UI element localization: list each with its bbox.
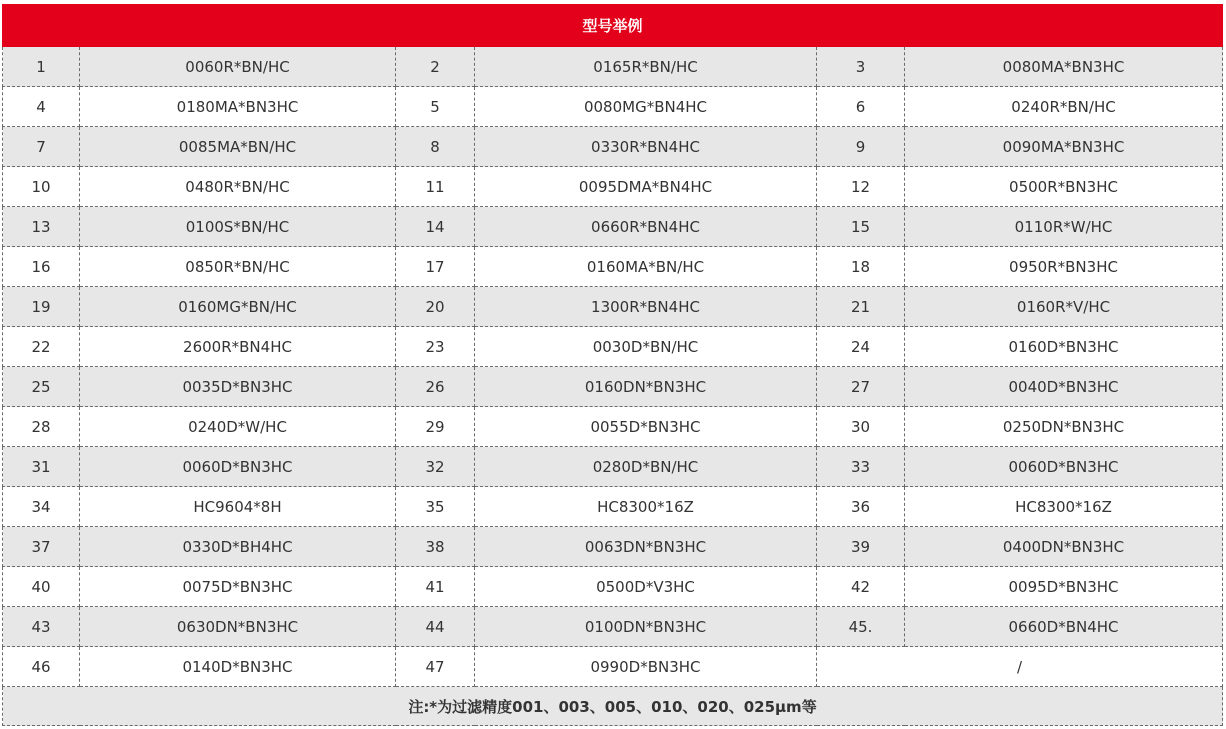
- model-cell: HC9604*8H: [80, 487, 396, 527]
- model-cell: 0330D*BH4HC: [80, 527, 396, 567]
- table-row: [3, 647, 1223, 687]
- index-cell: 13: [3, 207, 80, 247]
- model-cell: 0085MA*BN/HC: [80, 127, 396, 167]
- table-row: [3, 87, 1223, 127]
- table-row: [3, 47, 1223, 87]
- index-cell: 25: [3, 367, 80, 407]
- model-cell: 0850R*BN/HC: [80, 247, 396, 287]
- index-cell: 17: [396, 247, 475, 287]
- model-cell: HC8300*16Z: [905, 487, 1223, 527]
- model-cell: 0160MA*BN/HC: [475, 247, 817, 287]
- model-cell: 0160R*V/HC: [905, 287, 1223, 327]
- index-cell: 41: [396, 567, 475, 607]
- index-cell: 26: [396, 367, 475, 407]
- model-cell: 0080MG*BN4HC: [475, 87, 817, 127]
- model-cell: 0160D*BN3HC: [905, 327, 1223, 367]
- table-row: [3, 367, 1223, 407]
- footnote: 注:*为过滤精度001、003、005、010、020、025μm等: [3, 687, 1223, 726]
- index-cell: 15: [817, 207, 905, 247]
- model-cell: 0500R*BN3HC: [905, 167, 1223, 207]
- index-cell: 24: [817, 327, 905, 367]
- table-row: [3, 247, 1223, 287]
- note-row: [3, 687, 1223, 726]
- index-cell: 36: [817, 487, 905, 527]
- model-cell: 0110R*W/HC: [905, 207, 1223, 247]
- model-cell: 0630DN*BN3HC: [80, 607, 396, 647]
- model-cell: 0080MA*BN3HC: [905, 47, 1223, 87]
- model-cell: 0660R*BN4HC: [475, 207, 817, 247]
- index-cell: 4: [3, 87, 80, 127]
- index-cell: 16: [3, 247, 80, 287]
- model-cell: HC8300*16Z: [475, 487, 817, 527]
- index-cell: 46: [3, 647, 80, 687]
- model-cell: 0500D*V3HC: [475, 567, 817, 607]
- model-cell: 0240D*W/HC: [80, 407, 396, 447]
- index-cell: 35: [396, 487, 475, 527]
- model-cell: 0180MA*BN3HC: [80, 87, 396, 127]
- index-cell: 7: [3, 127, 80, 167]
- model-cell: 2600R*BN4HC: [80, 327, 396, 367]
- model-example-table: [2, 4, 1223, 726]
- model-table-container: [2, 4, 1222, 726]
- index-cell: 6: [817, 87, 905, 127]
- empty-cell: /: [817, 647, 1223, 687]
- table-row: [3, 327, 1223, 367]
- table-body: [3, 47, 1223, 726]
- index-cell: 33: [817, 447, 905, 487]
- model-cell: 0160MG*BN/HC: [80, 287, 396, 327]
- model-cell: 0055D*BN3HC: [475, 407, 817, 447]
- model-cell: 0095D*BN3HC: [905, 567, 1223, 607]
- index-cell: 1: [3, 47, 80, 87]
- table-row: [3, 527, 1223, 567]
- index-cell: 18: [817, 247, 905, 287]
- index-cell: 32: [396, 447, 475, 487]
- table-row: [3, 207, 1223, 247]
- model-cell: 0035D*BN3HC: [80, 367, 396, 407]
- model-cell: 0095DMA*BN4HC: [475, 167, 817, 207]
- index-cell: 21: [817, 287, 905, 327]
- model-cell: 0100DN*BN3HC: [475, 607, 817, 647]
- model-cell: 0063DN*BN3HC: [475, 527, 817, 567]
- table-row: [3, 127, 1223, 167]
- table-row: [3, 607, 1223, 647]
- model-cell: 0660D*BN4HC: [905, 607, 1223, 647]
- index-cell: 45.: [817, 607, 905, 647]
- index-cell: 39: [817, 527, 905, 567]
- index-cell: 9: [817, 127, 905, 167]
- index-cell: 44: [396, 607, 475, 647]
- index-cell: 37: [3, 527, 80, 567]
- model-cell: 0400DN*BN3HC: [905, 527, 1223, 567]
- index-cell: 28: [3, 407, 80, 447]
- index-cell: 2: [396, 47, 475, 87]
- table-row: [3, 487, 1223, 527]
- table-row: [3, 407, 1223, 447]
- model-cell: 0950R*BN3HC: [905, 247, 1223, 287]
- index-cell: 10: [3, 167, 80, 207]
- model-cell: 0075D*BN3HC: [80, 567, 396, 607]
- model-cell: 0140D*BN3HC: [80, 647, 396, 687]
- table-row: [3, 167, 1223, 207]
- index-cell: 3: [817, 47, 905, 87]
- model-cell: 0090MA*BN3HC: [905, 127, 1223, 167]
- index-cell: 30: [817, 407, 905, 447]
- model-cell: 0240R*BN/HC: [905, 87, 1223, 127]
- table-title: 型号举例: [3, 5, 1223, 47]
- model-cell: 0030D*BN/HC: [475, 327, 817, 367]
- index-cell: 27: [817, 367, 905, 407]
- model-cell: 0100S*BN/HC: [80, 207, 396, 247]
- table-row: [3, 567, 1223, 607]
- model-cell: 0160DN*BN3HC: [475, 367, 817, 407]
- index-cell: 20: [396, 287, 475, 327]
- model-cell: 1300R*BN4HC: [475, 287, 817, 327]
- index-cell: 40: [3, 567, 80, 607]
- index-cell: 43: [3, 607, 80, 647]
- model-cell: 0330R*BN4HC: [475, 127, 817, 167]
- model-cell: 0480R*BN/HC: [80, 167, 396, 207]
- index-cell: 29: [396, 407, 475, 447]
- index-cell: 14: [396, 207, 475, 247]
- index-cell: 47: [396, 647, 475, 687]
- model-cell: 0060D*BN3HC: [80, 447, 396, 487]
- model-cell: 0060R*BN/HC: [80, 47, 396, 87]
- index-cell: 23: [396, 327, 475, 367]
- model-cell: 0250DN*BN3HC: [905, 407, 1223, 447]
- index-cell: 11: [396, 167, 475, 207]
- index-cell: 5: [396, 87, 475, 127]
- model-cell: 0990D*BN3HC: [475, 647, 817, 687]
- index-cell: 8: [396, 127, 475, 167]
- table-row: [3, 447, 1223, 487]
- index-cell: 12: [817, 167, 905, 207]
- index-cell: 22: [3, 327, 80, 367]
- model-cell: 0060D*BN3HC: [905, 447, 1223, 487]
- index-cell: 31: [3, 447, 80, 487]
- table-row: [3, 287, 1223, 327]
- index-cell: 19: [3, 287, 80, 327]
- index-cell: 38: [396, 527, 475, 567]
- index-cell: 42: [817, 567, 905, 607]
- index-cell: 34: [3, 487, 80, 527]
- model-cell: 0165R*BN/HC: [475, 47, 817, 87]
- model-cell: 0280D*BN/HC: [475, 447, 817, 487]
- model-cell: 0040D*BN3HC: [905, 367, 1223, 407]
